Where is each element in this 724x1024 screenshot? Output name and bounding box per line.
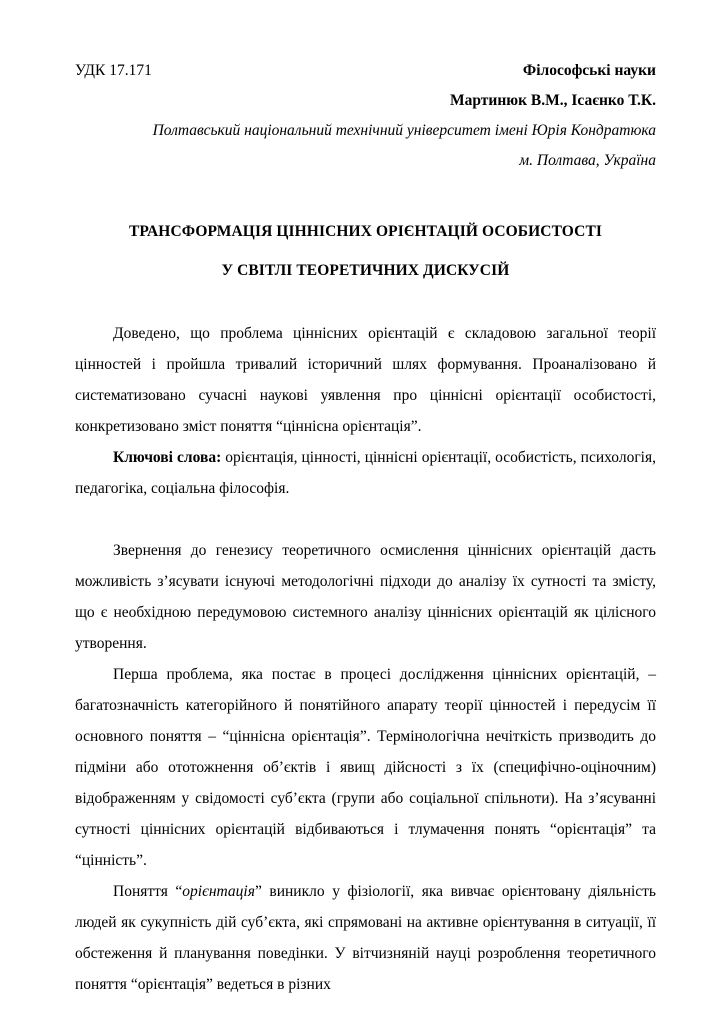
document-header-row (75, 56, 656, 86)
section-spacer (75, 504, 656, 535)
keywords-label: Ключові слова: (113, 449, 222, 466)
article-title-line-1: ТРАНСФОРМАЦІЯ ЦІННІСНИХ ОРІЄНТАЦІЙ ОСОБИСТОСТІ (128, 223, 603, 240)
body-paragraph-3-rest: ” виникло у фізіології, яка вивчає орієнтовану діяльність людей як сукупність дій суб’єкта, які спрямовані на активне орієнтування в ситуації, її обстеження й планування поведінки. У вітчизняній науці розроблення теоретичного поняття “орієнтація” ведеться в різних (75, 883, 656, 993)
city-country-line: м. Полтава, Україна (519, 152, 656, 169)
authors-line: Мартинюк В.М., Ісаєнко Т.К. (450, 92, 656, 109)
article-title (75, 212, 656, 290)
abstract-paragraph: Доведено, що проблема ціннісних орієнтацій є складовою загальної теорії цінностей і пройшла тривалий історичний шлях формування. Проаналізовано й систематизовано сучасні наукові уявлення про ціннісні орієнтації особистості, конкретизовано зміст поняття “ціннісна орієнтація”. (75, 325, 656, 435)
affiliation-line: Полтавський національний технічний університет імені Юрія Кондратюка (152, 122, 656, 139)
keywords-list: орієнтація, цінності, ціннісні орієнтації, особистість, психологія, педагогіка, соціальна філософія. (75, 449, 656, 497)
article-body (75, 318, 656, 1000)
keywords-paragraph (75, 442, 656, 504)
body-paragraph-2: Перша проблема, яка постає в процесі дослідження ціннісних орієнтацій, – багатозначність категорійного й понятійного апарату теорії цінностей і передусім її основного поняття – “ціннісна орієнтація”. Термінологічна нечіткість призводить до підміни або ототожнення об’єктів і явищ дійсності з їх (специфічно-оціночним) відображенням у свідомості суб’єкта (групи або соціальної спільноти). На з’ясуванні сутності ціннісних орієнтацій відбиваються і тлумачення понять “орієнтація” та “цінність”. (75, 666, 656, 869)
body-paragraph-3-lead: Поняття “ (113, 883, 183, 900)
article-title-line-2: У СВІТЛІ ТЕОРЕТИЧНИХ ДИСКУСІЙ (221, 262, 510, 279)
body-paragraph-1: Звернення до генезису теоретичного осмислення ціннісних орієнтацій дасть можливість з’ясувати існуючі методологічні підходи до аналізу їх сутності та змісту, що є необхідною передумовою системного аналізу ціннісних орієнтацій як цілісного утворення. (75, 542, 656, 652)
udk-code: УДК 17.171 (75, 62, 152, 79)
body-paragraph-3 (75, 876, 656, 1000)
body-paragraph-3-term: орієнтація (182, 883, 255, 900)
journal-section-name: Філософські науки (522, 62, 656, 79)
